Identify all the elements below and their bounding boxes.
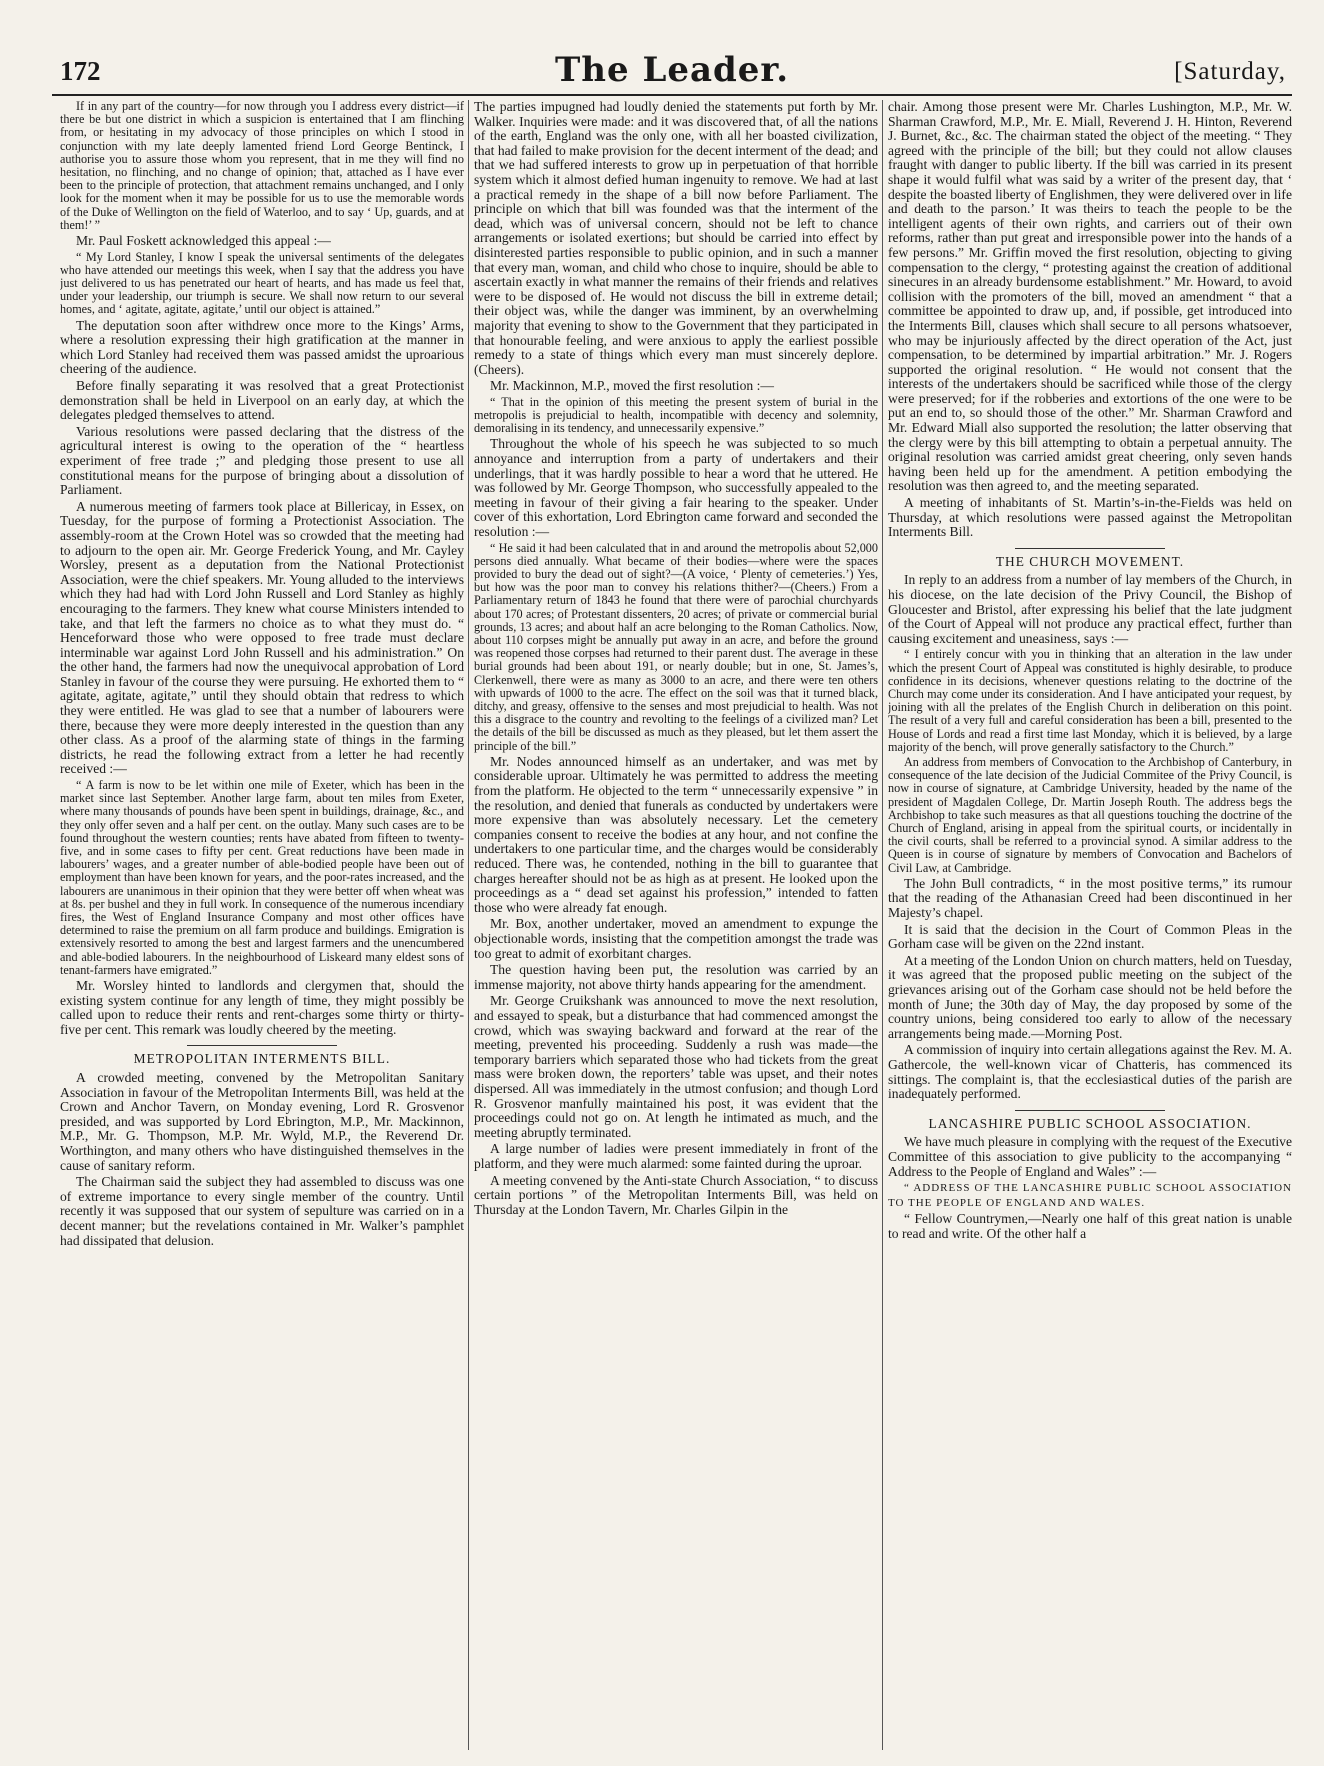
section-divider — [1015, 548, 1165, 549]
address-heading: “ ADDRESS OF THE LANCASHIRE PUBLIC SCHOOL ASSOCIATION TO THE PEOPLE OF ENGLAND AND WALES. — [888, 1182, 1292, 1209]
article-paragraph: Mr. Worsley hinted to landlords and clergymen that, should the existing system continue for any length of time, they might possibly be called upon to reduce their rents and rent-charges some thirty or thirty-five per cent. This remark was loudly cheered by the meeting. — [60, 978, 464, 1037]
article-paragraph: Mr. Nodes announced himself as an undertaker, and was met by considerable uproar. Ultimately he was permitted to address the meeting from the platform. He objected to the term “ unnecessarily expensive ” in the resolution, and denied that funerals as conducted by undertakers were more expensive than was absolutely necessary. Let the cemetery companies consent to receive the bodies at any hour, and not confine the undertakers to one particular time, and the charges would be considerably reduced. There was, he contended, nothing in the bill to guarantee that charges hereafter should not be as high as at present. He looked upon the proceedings as a “ dead set against his profession,” intended to fatten those who were already fat enough. — [474, 753, 878, 915]
page-number: 172 — [60, 56, 101, 86]
article-paragraph: The Chairman said the subject they had assembled to discuss was one of extreme importance to every single member of the country. Until recently it was supposed that our system of sepulture was carried on in a decent manner; but the revelations contained in Mr. Walker’s pamphlet had dissipated that delusion. — [60, 1174, 464, 1248]
issue-day: [Saturday, — [1174, 58, 1286, 85]
article-paragraph: At a meeting of the London Union on church matters, held on Tuesday, it was agreed that the proposed public meeting on the subject of the grievances arising out of the Gorham case should not be held before the month of June; the 30th day of May, the day proposed by some of the country unions, being considered too early to allow of the necessary arrangements being made.—Morning Post. — [888, 952, 1292, 1041]
article-paragraph: “ Fellow Countrymen,—Nearly one half of this great nation is unable to read and write. Of the other half a — [888, 1211, 1292, 1241]
quoted-passage: “ He said it had been calculated that in and around the metropolis about 52,000 persons died annually. What became of their bodies—where were the spaces provided to bury the dead out of sight?—(A voice, ‘ Plenty of cemeteries.’) Yes, but how was the poor man to convey his relations thither?—(Cheers.) From a Parliamentary return of 1843 he found that there were of parochial churchyards about 170 acres; of Protestant dissenters, 20 acres; of private or commercial burial grounds, 13 acres; and about half an acre belonging to the Roman Catholics. Now, about 110 corpses might be annually put away in an acre, and before the ground was reopened those corpses had returned to their parent dust. The average in these burial grounds had been about 191, or nearly double; but in one, St. James’s, Clerkenwell, there were as many as 3000 to an acre, and there were ten others with upwards of 1000 to the acre. The effect on the soil was that it turned black, ditchy, and greasy, offensive to the senses and most prejudicial to health. Was not this a disgrace to the country and revolting to the feelings of a civilized man? Let the details of the bill be discussed as much as they pleased, but let them assert the principle of the bill.” — [474, 540, 878, 753]
article-paragraph: Mr. Box, another undertaker, moved an amendment to expunge the objectionable words, insisting that the competition amongst the trade was too great to admit of exorbitant charges. — [474, 916, 878, 961]
article-paragraph: Mr. Mackinnon, M.P., moved the first resolution :— — [490, 378, 774, 394]
article-paragraph: Various resolutions were passed declaring that the distress of the agricultural interest is owing to the operation of the “ heartless experiment of free trade ;” and pledging those present to use all constitutional means for the purpose of bringing about a dissolution of Parliament. — [60, 423, 464, 498]
article-column-3 — [888, 100, 1292, 1752]
quoted-passage: If in any part of the country—for now through you I address every district—if there be but one district in which a suspicion is entertained that I am flinching from, or hesitating in my advocacy of those principles on which I stood in conjunction with my late deeply lamented friend Lord George Bentinck, I authorise you to assure those whom you represent, that in me they will find no hesitation, no flinching, and no change of opinion; that, attached as I have ever been to the principle of protection, that attachment remains unchanged, and I only look for the moment when it may be possible for us to use the memorable words of the Duke of Wellington on the field of Waterloo, and to say ‘ Up, guards, and at them!’ ” — [60, 100, 464, 232]
section-divider — [187, 1045, 337, 1046]
section-heading: LANCASHIRE PUBLIC SCHOOL ASSOCIATION. — [928, 1115, 1252, 1131]
article-paragraph: Mr. George Cruikshank was announced to move the next resolution, and essayed to speak, but a disturbance that had commenced amongst the crowd, which was swaying backward and forward at the rear of the meeting, prevented his proceeding. Suddenly a rush was made—the temporary barriers which separated those who had tickets from the great mass were broken down, the reporters’ table was upset, and their notes dispersed. All was immediately in the utmost confusion; and though Lord R. Grosvenor manfully maintained his post, it was evident that the proceedings could not go on. At length he intimated as much, and the meeting abruptly terminated. — [474, 993, 878, 1140]
article-paragraph: Throughout the whole of his speech he was subjected to so much annoyance and interruption from a party of undertakers and their underlings, that it was hardly possible to hear a word that he uttered. He was followed by Mr. George Thompson, who successfully appealed to the meeting in favour of their giving a fair hearing to the speaker. Under cover of this exhortation, Lord Ebrington came forward and seconded the resolution :— — [474, 436, 878, 540]
article-paragraph: A crowded meeting, convened by the Metropolitan Sanitary Association in favour of the Metropolitan Interments Bill, was held at the Crown and Anchor Tavern, on Monday evening, Lord R. Grosvenor presided, and was supported by Lord Ebrington, M.P., Mr. Mackinnon, M.P., Mr. G. Thompson, M.P. Mr. Wyld, M.P., the Reverend Dr. Worthington, and many others who have distinguished themselves in the cause of sanitary reform. — [60, 1070, 464, 1173]
article-paragraph: The John Bull contradicts, “ in the most positive terms,” its rumour that the reading of the Athanasian Creed had been discontinued in her Majesty’s chapel. — [888, 875, 1292, 921]
article-paragraph: The parties impugned had loudly denied the statements put forth by Mr. Walker. Inquiries were made: and it was discovered that, of all the nations of the earth, England was the only one, with all her boasted civilization, that had failed to make provision for the decent interment of the dead; and that we had suffered interests to grow up in perpetuation of that horrible system which it almost defied human ingenuity to remove. We had at last a practical remedy in the shape of a bill now before Parliament. The principle on which that bill was founded was that the interment of the dead, which was of universal concern, should not be left to chance arrangements or isolated exertions; but should be carried into effect by disinterested parties responsible to public opinion, and in such a manner that every man, woman, and child who chose to inquire, should be able to ascertain exactly in what manner the remains of their friends and relatives were to be disposed of. He would not discuss the bill in extreme detail; their object was, while the danger was imminent, by an overwhelming majority that evening to show to the Government that they participated in that honourable feeling, and were anxious to apply the earliest possible remedy to a state of things which every man must sincerely deplore. (Cheers). — [474, 100, 878, 377]
quoted-passage: “ That in the opinion of this meeting the present system of burial in the metropolis is prejudicial to health, incompatible with decency and solemnity, demoralising in its tendency, and unnecessarily expensive.” — [474, 394, 878, 436]
article-paragraph: A commission of inquiry into certain allegations against the Rev. M. A. Gathercole, the well-known vicar of Chatteris, has commenced its sittings. The complaint is, that the ecclesiastical duties of the parish are inadequately performed. — [888, 1042, 1292, 1102]
column-rule — [882, 100, 883, 1750]
section-heading: METROPOLITAN INTERMENTS BILL. — [133, 1051, 391, 1067]
article-paragraph: We have much pleasure in complying with the request of the Executive Committee of this association to give publicity to the accompanying “ Address to the People of England and Wales” :— — [888, 1134, 1292, 1179]
article-paragraph: The deputation soon after withdrew once more to the Kings’ Arms, where a resolution expressing their high gratification at the manner in which Lord Stanley had received them was passed amidst the uproarious cheering of the audience. — [60, 317, 464, 377]
article-paragraph: It is said that the decision in the Court of Common Pleas in the Gorham case will be given on the 22nd instant. — [888, 921, 1292, 952]
quoted-passage: “ I entirely concur with you in thinking that an alteration in the law under which the present Court of Appeal was constituted is highly desirable, to produce confidence in its decisions, whenever questions relating to the doctrine of the Church may come under its consideration. And I have anticipated your request, by joining with all the prelates of the English Church in deliberation on this point. The result of a very full and careful consideration has been a bill, presented to the House of Lords and read a first time last Monday, which it is believed, by a large majority of the bench, will prove generally satisfactory to the Church.” — [888, 647, 1292, 754]
column-rule — [468, 100, 469, 1750]
quoted-passage: An address from members of Convocation to the Archbishop of Canterbury, in consequence of the late decision of the Judicial Commitee of the Privy Council, is now in course of signature, at Cambridge University, headed by the name of the president of Magdalen College, Dr. Martin Joseph Routh. The address begs the Archbishop to take such measures as that all questions touching the doctrine of the Church of England, arising in appeal from the spiritual courts, or incidentally in the civil courts, shall be referred to a provincial synod. A similar address to the Queen is in course of signature by members of Convocation and Bachelors of Civil Law, at Cambridge. — [888, 755, 1292, 875]
quoted-passage: “ A farm is now to be let within one mile of Exeter, which has been in the market since last September. Another large farm, about ten miles from Exeter, where many thousands of pounds have been spent in buildings, drainage, &c., and they only offer seven and a half per cent. on the outlay. Many such cases are to be found throughout the western counties; rents have abated from fifteen to twenty-five, and in some cases to fifty per cent. Great reductions have been made in labourers’ wages, and a greater number of able-bodied people have been out of employment than have been known for years, and the poor-rates increased, and the labourers are unanimous in their opinion that they were better off when wheat was at 8s. per bushel and they in full work. In consequence of the numerous incendiary fires, the West of England Insurance Company and most other offices have determined to raise the premium on all farm produce and buildings. Emigration is extensively resorted to among the best and largest farmers and the unencumbered and able-bodied labourers. In the neighbourhood of Liskeard many eldest sons of tenant-farmers have emigrated.” — [60, 778, 464, 977]
article-paragraph: A large number of ladies were present immediately in front of the platform, and they were much alarmed: some fainted during the uproar. — [474, 1141, 878, 1171]
article-column-1 — [60, 100, 464, 1752]
quoted-passage: “ My Lord Stanley, I know I speak the universal sentiments of the delegates who have attended our meetings this week, when I say that the address you have just delivered to us has penetrated our heart of hearts, and has made us feel that, under your leadership, our triumph is secure. We shall now return to our several homes, and ‘ agitate, agitate, agitate,’ until our object is attained.” — [60, 249, 464, 317]
article-paragraph: The question having been put, the resolution was carried by an immense majority, not above thirty hands appearing for the amendment. — [474, 962, 878, 992]
article-paragraph: A numerous meeting of farmers took place at Billericay, in Essex, on Tuesday, for the purpose of forming a Protectionist Association. The assembly-room at the Crown Hotel was so crowded that the meeting had to adjourn to the open air. Mr. George Frederick Young, and Mr. Cayley Worsley, present as a deputation from the National Protectionist Association, were the chief speakers. Mr. Young alluded to the interviews which they had had with Lord John Russell and Lord Stanley as highly encouraging to the farmers. They knew what course Ministers intended to take, and that left the farmers no choice as to what they must do. “ Henceforward those who were opposed to free trade must declare interminable war against Lord John Russell and his administration.” On the other hand, the farmers had now the unequivocal approbation of Lord Stanley in favour of the course they were pursuing. He exhorted them to “ agitate, agitate, agitate,” until they should obtain that redress to which they were entitled. He was glad to see that a number of labourers were there, because they were more deeply interested in the question than any other class. As a proof of the alarming state of things in the farming districts, he read the following extract from a letter he had recently received :— — [60, 498, 464, 777]
article-paragraph: Mr. Paul Foskett acknowledged this appeal :— — [76, 233, 331, 249]
article-column-2 — [474, 100, 878, 1752]
masthead — [52, 50, 1292, 96]
newspaper-title: The Leader. — [554, 50, 790, 90]
section-heading: THE CHURCH MOVEMENT. — [995, 553, 1185, 569]
article-paragraph: In reply to an address from a number of lay members of the Church, in his diocese, on the late decision of the Privy Council, the Bishop of Gloucester and Bristol, after expressing his belief that the late judgment of the Court of Appeal will not produce any practical effect, further than causing excitement and uneasiness, says :— — [888, 572, 1292, 646]
article-paragraph: chair. Among those present were Mr. Charles Lushington, M.P., Mr. W. Sharman Crawford, M.P., Mr. E. Miall, Reverend J. H. Hinton, Reverend J. Burnet, &c., &c. The chairman stated the object of the meeting. “ They agreed with the principle of the bill; but they could not allow clauses fraught with danger to public liberty. If the bill was carried in its present shape it would fulfil what was said by a writer of the present day, that ‘ despite the boasted liberty of Englishmen, they were delivered over in life and death to the parson.’ It was theirs to teach the people to be the intelligent agents of their own rights, and carriers out of their own reforms, rather than put great and irresponsible power into the hands of a few persons.” Mr. Griffin moved the first resolution, objecting to giving compensation to the clergy, “ protesting against the creation of additional sinecures in an already burdensome establishment.” Mr. Howard, to avoid collision with the promoters of the bill, moved an amendment “ that a committee be appointed to draw up, and, if possible, get introduced into the Interments Bill, clauses which shall secure to all persons whatsoever, who may be injuriously affected by the direct operation of the Act, just compensation, to be determined by impartial arbitration.” Mr. J. Rogers supported the original resolution. “ He would not consent that the interests of the undertakers should be sacrificed while those of the clergy were preserved; for if the robberies and extortions of the one were to be put an end to, so should those of the other.” Mr. Sharman Crawford and Mr. Edward Miall also supported the resolution; the latter observing that the clergy were by this bill attempting to obtain a perpetual annuity. The original resolution was carried amidst great cheering, only seven hands having been held up for the amendment. A petition embodying the resolution was then agreed to, and the meeting separated. — [888, 100, 1292, 494]
article-paragraph: A meeting of inhabitants of St. Martin’s-in-the-Fields was held on Thursday, at which resolutions were passed against the Metropolitan Interments Bill. — [888, 495, 1292, 540]
article-paragraph: Before finally separating it was resolved that a great Protectionist demonstration shall be held in Liverpool on an early day, at which the delegates pledged themselves to attend. — [60, 378, 464, 423]
section-divider — [1015, 1110, 1165, 1111]
article-paragraph: A meeting convened by the Anti-state Church Association, “ to discuss certain portions ” of the Metropolitan Interments Bill, was held on Thursday at the London Tavern, Mr. Charles Gilpin in the — [474, 1172, 878, 1217]
